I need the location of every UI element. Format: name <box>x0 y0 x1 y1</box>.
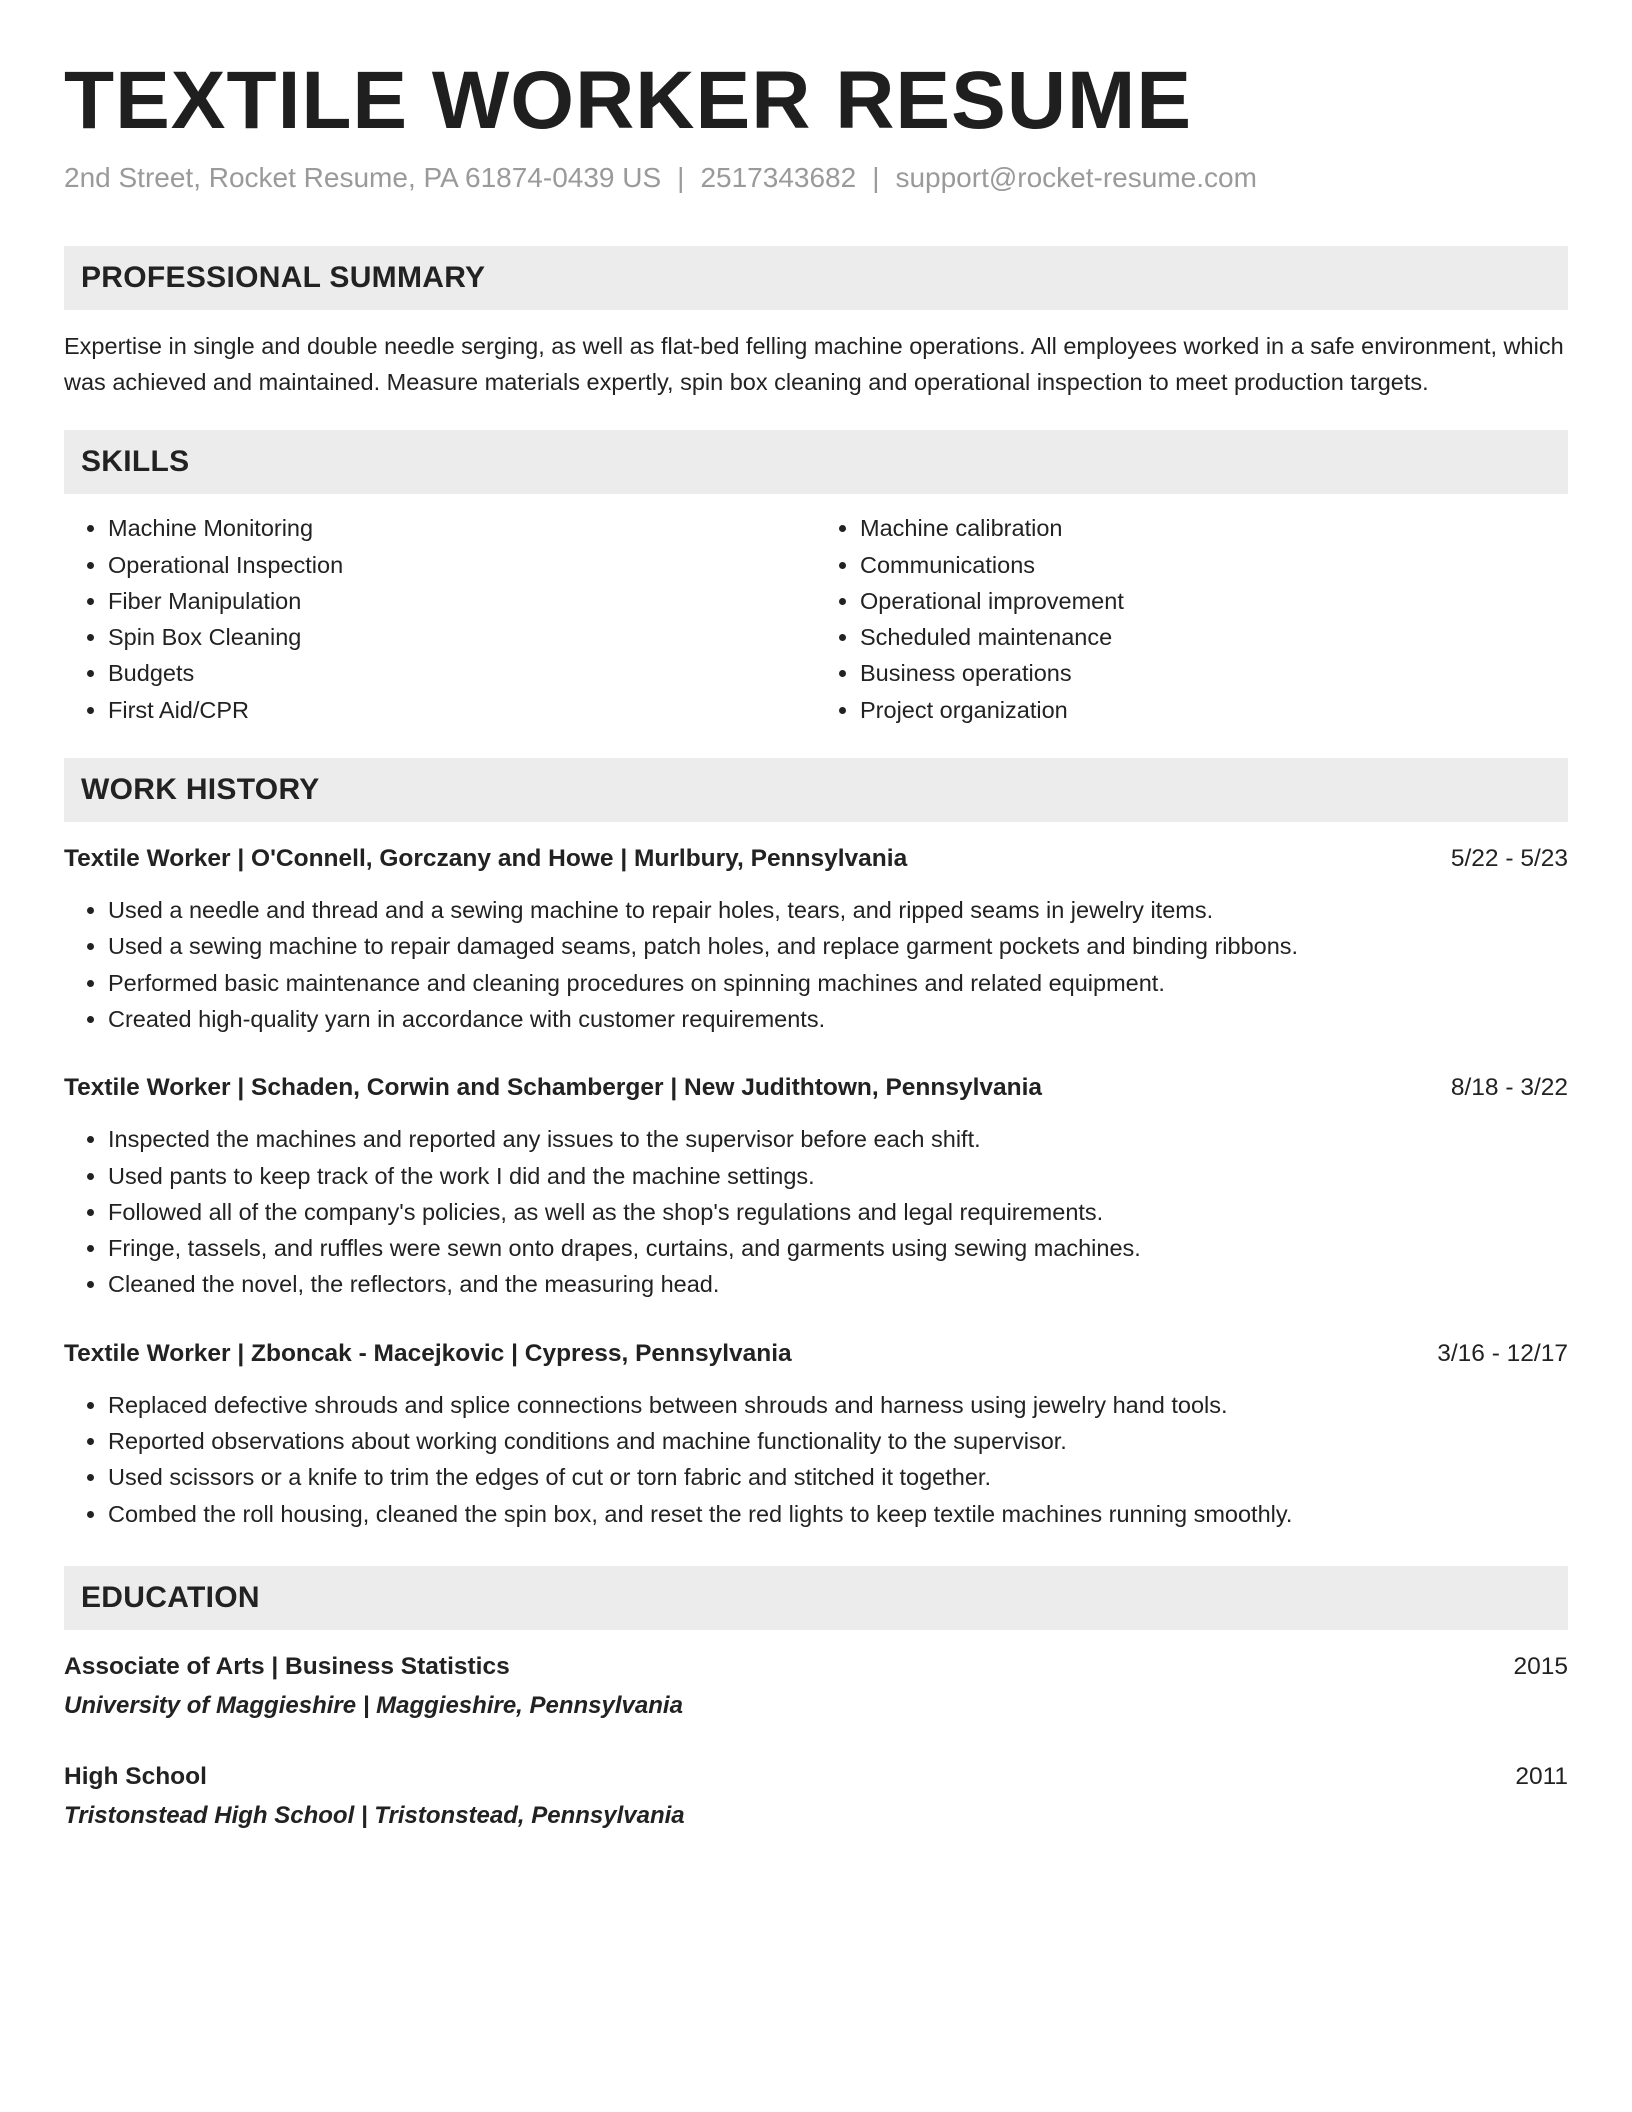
job-bullets <box>64 1121 1568 1302</box>
contact-phone: 2517343682 <box>700 162 857 194</box>
job-dates: 5/22 - 5/23 <box>1450 845 1568 873</box>
education-header <box>64 1650 1568 1684</box>
education-header <box>64 1760 1568 1794</box>
skill-item: • First Aid/CPR <box>108 692 816 728</box>
job-dates: 8/18 - 3/22 <box>1450 1074 1568 1102</box>
job-bullet: • Reported observations about working conditions and machine functionality to the supervisor. <box>108 1423 1568 1459</box>
job-bullet: • Used scissors or a knife to trim the edges of cut or torn fabric and stitched it together. <box>108 1459 1568 1495</box>
job-dates: 3/16 - 12/17 <box>1437 1339 1568 1367</box>
job-bullets <box>64 892 1568 1037</box>
education-year: 2011 <box>1515 1762 1568 1790</box>
skill-item: • Operational improvement <box>860 583 1568 619</box>
skill-item: • Machine Monitoring <box>108 510 816 546</box>
job-bullet: • Replaced defective shrouds and splice connections between shrouds and harness using jewelry hand tools. <box>108 1387 1568 1423</box>
skill-item: • Scheduled maintenance <box>860 619 1568 655</box>
job-bullets <box>64 1387 1568 1532</box>
skills-section <box>64 430 1568 728</box>
skill-item: • Project organization <box>860 692 1568 728</box>
skill-item: • Communications <box>860 547 1568 583</box>
job-bullet: • Used a needle and thread and a sewing machine to repair holes, tears, and ripped seams in jewelry items. <box>108 892 1568 928</box>
education-school: University of Maggieshire | Maggieshire, Pennsylvania <box>64 1691 683 1719</box>
summary-section <box>64 246 1568 400</box>
resume-title: TEXTILE WORKER RESUME <box>64 55 1193 146</box>
summary-text: Expertise in single and double needle serging, as well as flat-bed felling machine operations. All employees worked in a safe environment, which was achieved and maintained. Measure materials expertly, spin box cleaning and operational inspection to meet production targets. <box>64 333 1564 396</box>
skill-item: • Business operations <box>860 655 1568 691</box>
skill-item: • Spin Box Cleaning <box>108 619 816 655</box>
job-header <box>64 1337 1568 1371</box>
job-entry <box>64 842 1568 1037</box>
skills-list-left <box>64 510 816 728</box>
skills-heading: SKILLS <box>64 430 1568 494</box>
contact-separator: | <box>872 162 880 194</box>
job-header <box>64 1071 1568 1105</box>
work-history-section <box>64 758 1568 1532</box>
skill-item: • Fiber Manipulation <box>108 583 816 619</box>
education-entry <box>64 1760 1568 1834</box>
job-bullet: • Used a sewing machine to repair damaged seams, patch holes, and replace garment pockets and binding ribbons. <box>108 928 1568 964</box>
job-bullet: • Performed basic maintenance and cleaning procedures on spinning machines and related equipment. <box>108 965 1568 1001</box>
job-bullet: • Inspected the machines and reported any issues to the supervisor before each shift. <box>108 1121 1568 1157</box>
contact-separator: | <box>677 162 685 194</box>
job-bullet: • Fringe, tassels, and ruffles were sewn onto drapes, curtains, and garments using sewing machines. <box>108 1230 1568 1266</box>
education-degree: High School <box>64 1762 207 1790</box>
education-school: Tristonstead High School | Tristonstead, Pennsylvania <box>64 1801 685 1829</box>
job-bullet: • Followed all of the company's policies, as well as the shop's regulations and legal requirements. <box>108 1194 1568 1230</box>
job-bullet: • Created high-quality yarn in accordance with customer requirements. <box>108 1001 1568 1037</box>
contact-address: 2nd Street, Rocket Resume, PA 61874-0439 US <box>64 162 662 194</box>
job-title: Textile Worker | Zboncak - Macejkovic | Cypress, Pennsylvania <box>64 1339 792 1367</box>
job-bullet: • Used pants to keep track of the work I did and the machine settings. <box>108 1158 1568 1194</box>
skill-item: • Operational Inspection <box>108 547 816 583</box>
education-heading: EDUCATION <box>64 1566 1568 1630</box>
job-title: Textile Worker | Schaden, Corwin and Schamberger | New Judithtown, Pennsylvania <box>64 1074 1043 1102</box>
contact-line <box>64 162 1568 194</box>
job-entry <box>64 1337 1568 1532</box>
job-title: Textile Worker | O'Connell, Gorczany and Howe | Murlbury, Pennsylvania <box>64 845 908 873</box>
skills-grid <box>64 510 1568 728</box>
education-degree: Associate of Arts | Business Statistics <box>64 1652 510 1680</box>
job-bullet: • Combed the roll housing, cleaned the spin box, and reset the red lights to keep textile machines running smoothly. <box>108 1496 1568 1532</box>
education-section <box>64 1566 1568 1834</box>
work-history-heading: WORK HISTORY <box>64 758 1568 822</box>
job-entry <box>64 1071 1568 1302</box>
job-header <box>64 842 1568 876</box>
skill-item: • Machine calibration <box>860 510 1568 546</box>
job-bullet: • Cleaned the novel, the reflectors, and the measuring head. <box>108 1266 1568 1302</box>
education-entry <box>64 1650 1568 1724</box>
summary-heading: PROFESSIONAL SUMMARY <box>64 246 1568 310</box>
skill-item: • Budgets <box>108 655 816 691</box>
contact-email: support@rocket-resume.com <box>895 162 1257 194</box>
education-year: 2015 <box>1513 1652 1568 1680</box>
skills-list-right <box>816 510 1568 728</box>
